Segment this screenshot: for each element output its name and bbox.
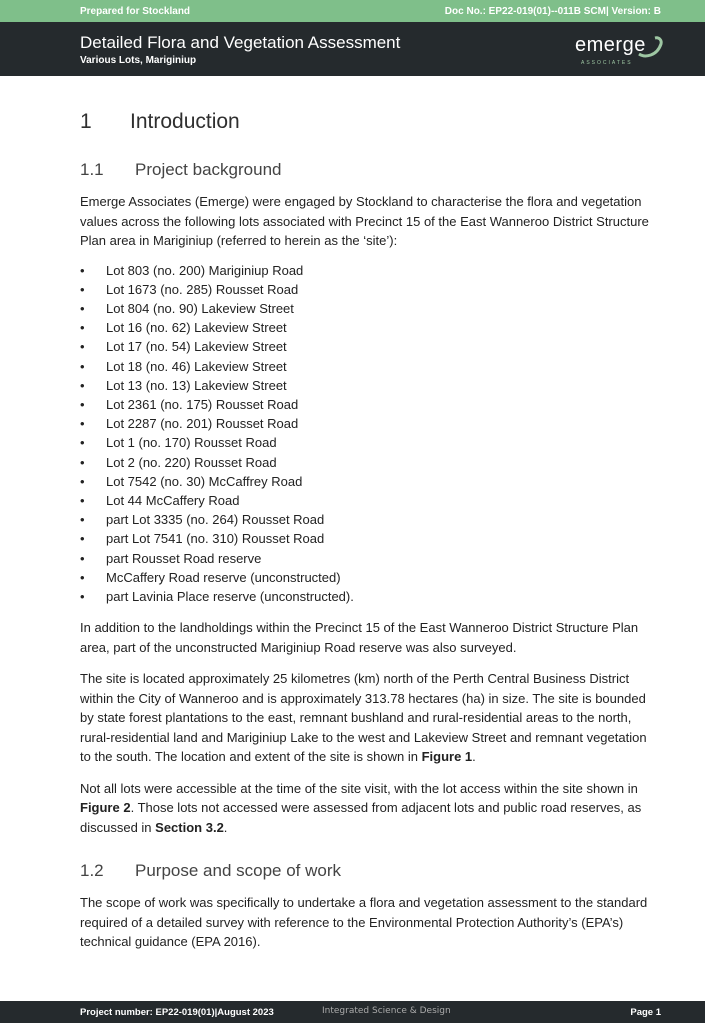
paragraph-text: The site is located approximately 25 kilometres (km) north of the Perth Central Business District within the City of Wanneroo and is approximately 313.78 hectares (ha) in size. The site is bounded by state forest plantations to the east, remnant bushland and rural-residential areas to the north, rural-residential land and Mariginiup Lake to the west and Lakeview Street and remnant vegetation to the south. The location and extent of the site is shown in bbox=[80, 671, 647, 765]
section-3-2-reference[interactable]: Section 3.2 bbox=[155, 819, 224, 835]
page-content bbox=[80, 100, 650, 952]
lot-list-item: • Lot 803 (no. 200) Mariginiup Road bbox=[80, 261, 650, 280]
lot-list-item: • Lot 13 (no. 13) Lakeview Street bbox=[80, 376, 650, 395]
paragraph-additional-reserve: In addition to the landholdings within the Precinct 15 of the East Wanneroo District Structure Plan area, part of the unconstructed Mariginiup Road reserve was also surveyed. bbox=[80, 620, 639, 655]
lot-list-item: • Lot 16 (no. 62) Lakeview Street bbox=[80, 318, 650, 337]
section-title: Project background bbox=[135, 160, 282, 179]
section-title: Purpose and scope of work bbox=[135, 861, 342, 881]
section-1-1-heading bbox=[80, 160, 650, 180]
section-1-2-heading bbox=[80, 861, 650, 881]
lot-list-item: • Lot 2287 (no. 201) Rousset Road bbox=[80, 414, 650, 433]
section-number: 1.1 bbox=[80, 160, 104, 179]
logo-wordmark: emerge bbox=[575, 34, 646, 56]
paragraph-text: Not all lots were accessible at the time of the site visit, with the lot access within the site shown in bbox=[80, 780, 638, 796]
lot-list bbox=[80, 261, 650, 607]
lot-list-item: • Lot 804 (no. 90) Lakeview Street bbox=[80, 299, 650, 318]
lot-list-item: • McCaffery Road reserve (unconstructed) bbox=[80, 568, 650, 587]
lot-list-item: • part Lot 3335 (no. 264) Rousset Road bbox=[80, 510, 650, 529]
lot-list-item: • Lot 44 McCaffery Road bbox=[80, 491, 650, 510]
lot-list-item: • Lot 1 (no. 170) Rousset Road bbox=[80, 433, 650, 452]
prepared-for-label: Prepared for Stockland bbox=[80, 6, 191, 17]
paragraph-text-end: . bbox=[223, 819, 228, 835]
lot-list-item: • Lot 7542 (no. 30) McCaffrey Road bbox=[80, 472, 650, 491]
logo-tagline: ASSOCIATES bbox=[581, 60, 633, 66]
logo-swoosh-icon bbox=[635, 34, 665, 60]
lot-list-item: • part Rousset Road reserve bbox=[80, 549, 650, 568]
paragraph-site-location bbox=[80, 669, 650, 767]
project-number-label: Project number: EP22-019(01)|August 2023 bbox=[80, 1007, 274, 1018]
lot-list-item: • Lot 2 (no. 220) Rousset Road bbox=[80, 453, 650, 472]
lot-list-item: • part Lot 7541 (no. 310) Rousset Road bbox=[80, 529, 650, 548]
page-number: Page 1 bbox=[630, 1007, 661, 1018]
paragraph-lot-access bbox=[80, 779, 650, 838]
paragraph-text-end: . bbox=[472, 749, 476, 765]
emerge-logo bbox=[575, 34, 665, 68]
doc-number-label: Doc No.: EP22-019(01)--011B SCM| Version: B bbox=[444, 6, 661, 17]
lot-list-item: • Lot 1673 (no. 285) Rousset Road bbox=[80, 280, 650, 299]
scope-paragraph: The scope of work was specifically to undertake a flora and vegetation assessment to the standard required of a detailed survey with reference to the Environmental Protection Authority’s (EPA’s) technical guidance (EPA 2016). bbox=[80, 895, 648, 950]
figure-1-reference[interactable]: Figure 1 bbox=[421, 749, 473, 765]
section-1-heading bbox=[80, 110, 650, 134]
footer-tagline: Integrated Science & Design bbox=[322, 1006, 451, 1016]
lot-list-item: • Lot 17 (no. 54) Lakeview Street bbox=[80, 337, 650, 356]
paragraph-text-middle: . Those lots not accessed were assessed from adjacent lots and public road reserves, as discussed in bbox=[80, 800, 642, 835]
document-header bbox=[0, 22, 705, 76]
section-title: Introduction bbox=[130, 110, 240, 133]
page-footer bbox=[0, 1001, 705, 1023]
section-number: 1.2 bbox=[80, 861, 104, 881]
lot-list-item: • Lot 18 (no. 46) Lakeview Street bbox=[80, 357, 650, 376]
intro-paragraph: Emerge Associates (Emerge) were engaged by Stockland to characterise the flora and vegetation values across the following lots associated with Precinct 15 of the East Wanneroo District Structure Plan area in Mariginiup (referred to herein as the ‘site’): bbox=[80, 194, 649, 248]
document-subtitle: Various Lots, Mariginiup bbox=[80, 55, 197, 66]
document-title: Detailed Flora and Vegetation Assessment bbox=[80, 33, 401, 52]
lot-list-item: • part Lavinia Place reserve (unconstructed). bbox=[80, 587, 650, 606]
lot-list-item: • Lot 2361 (no. 175) Rousset Road bbox=[80, 395, 650, 414]
top-bar bbox=[0, 0, 705, 22]
section-number: 1 bbox=[80, 110, 92, 133]
figure-2-reference[interactable]: Figure 2 bbox=[80, 800, 131, 816]
